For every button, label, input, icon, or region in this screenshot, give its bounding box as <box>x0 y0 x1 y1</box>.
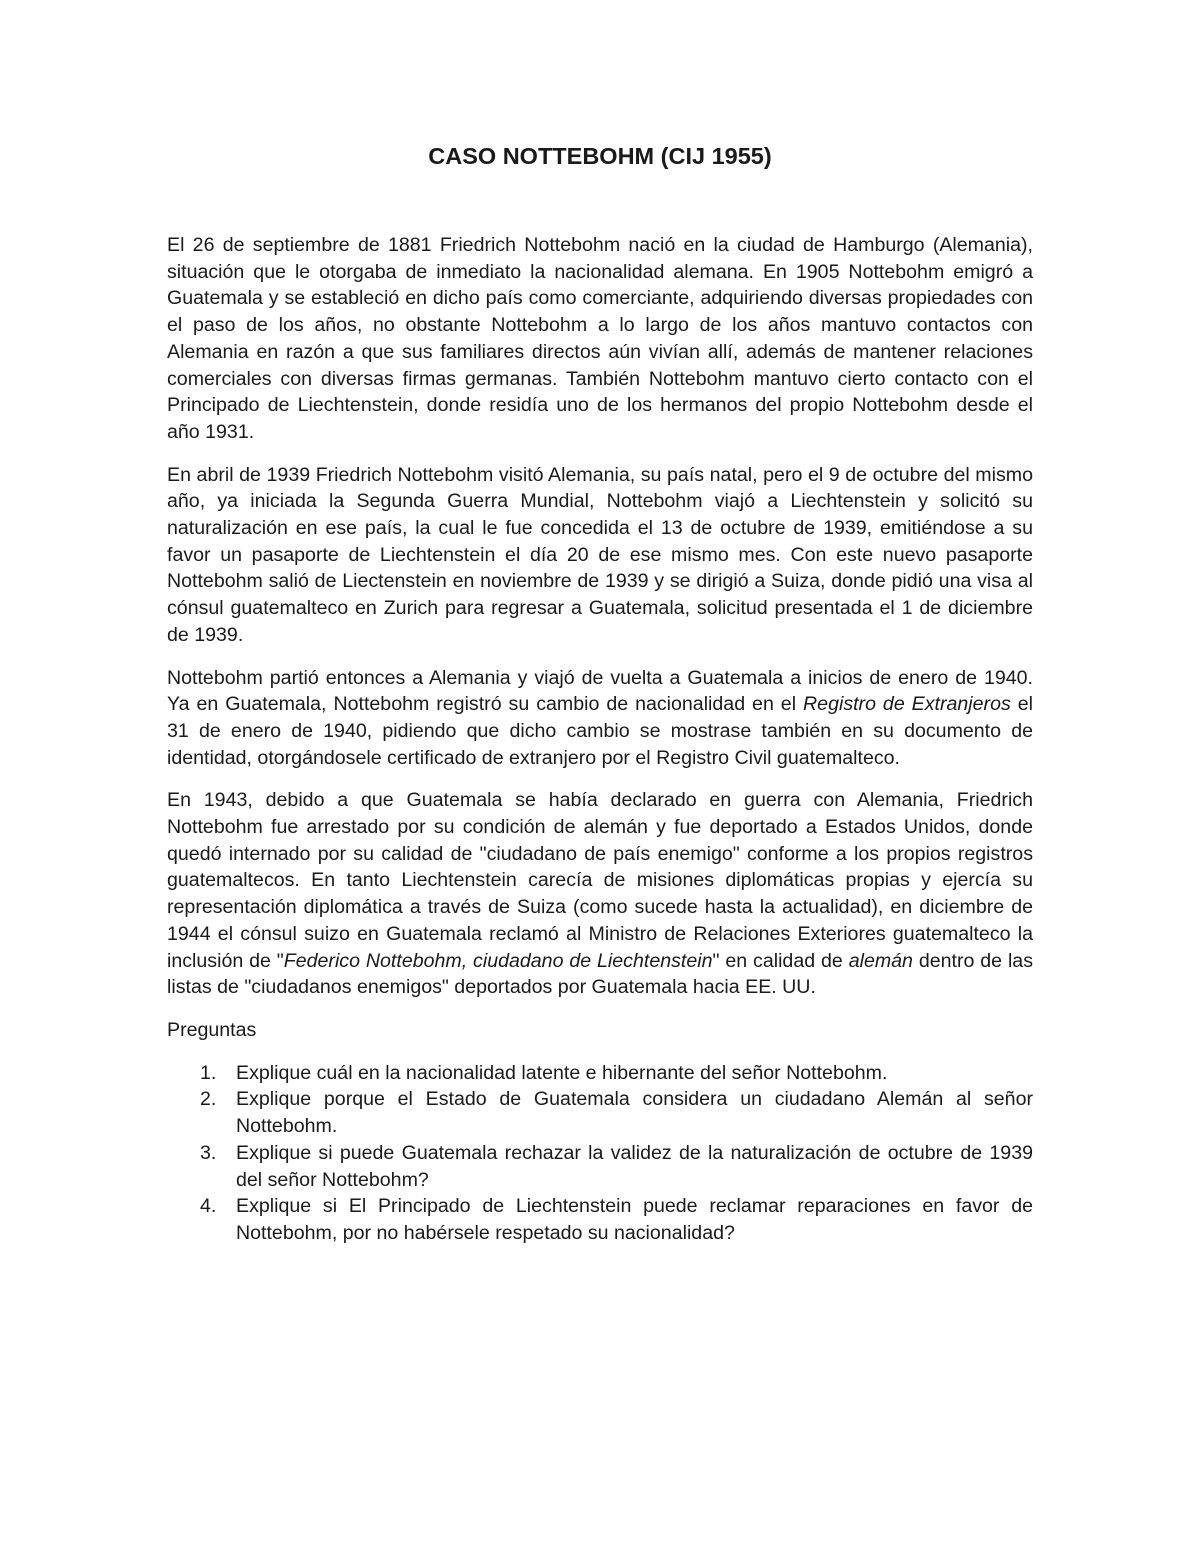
question-number: 2. <box>200 1088 217 1111</box>
italic-text: Federico Nottebohm, ciudadano de Liechtenstein <box>283 949 713 972</box>
case-paragraph <box>167 665 1033 772</box>
question-number: 1. <box>200 1061 217 1084</box>
paragraph-text: " en calidad de <box>712 949 849 972</box>
paragraph-text: En abril de 1939 Friedrich Nottebohm visitó Alemania, su país natal, pero el 9 de octubre del mismo año, ya iniciada la Segunda Guerra Mundial, Nottebohm viajó a Liechtenstein y solicitó su naturalización en ese país, la cual le fue concedida el 13 de octubre de 1939, emitiéndose a su favor un pasaporte de Liechtenstein el día 20 de ese mismo mes. Con este nuevo pasaporte Nottebohm salió de Liectenstein en noviembre de 1939 y se dirigió a Suiza, donde pidió una visa al cónsul guatemalteco en Zurich para regresar a Guatemala, solicitud presentada el 1 de diciembre de 1939. <box>167 463 1033 646</box>
question-item <box>167 1193 1033 1246</box>
question-item <box>167 1086 1033 1139</box>
case-paragraph <box>167 232 1033 446</box>
question-text: Explique si El Principado de Liechtenstein puede reclamar reparaciones en favor de Nottebohm, por no habérsele respetado su nacionalidad? <box>236 1195 1033 1244</box>
document-body <box>167 232 1033 1247</box>
paragraph-text: Nottebohm partió entonces a Alemania y viajó de vuelta a Guatemala a inicios de enero de 1940. Ya en Guatemala, Nottebohm registró su cambio de nacionalidad en el <box>167 666 1033 716</box>
questions-heading: Preguntas <box>167 1018 257 1041</box>
questions-list <box>167 1060 1033 1247</box>
case-paragraph <box>167 787 1033 1001</box>
paragraph-text: dentro de las listas de "ciudadanos enemigos" deportados por Guatemala hacia EE. UU. <box>167 949 1033 999</box>
paragraph-text: El 26 de septiembre de 1881 Friedrich Nottebohm nació en la ciudad de Hamburgo (Alemania), situación que le otorgaba de inmediato la nacionalidad alemana. En 1905 Nottebohm emigró a Guatemala y se estableció en dicho país como comerciante, adquiriendo diversas propiedades con el paso de los años, no obstante Nottebohm a lo largo de los años mantuvo contactos con Alemania en razón a que sus familiares directos aún vivían allí, además de mantener relaciones comerciales con diversas firmas germanas. También Nottebohm mantuvo cierto contacto con el Principado de Liechtenstein, donde residía uno de los hermanos del propio Nottebohm desde el año 1931. <box>167 234 1033 443</box>
italic-text: alemán <box>848 949 913 972</box>
document-title: CASO NOTTEBOHM (CIJ 1955) <box>428 143 772 169</box>
question-text: Explique porque el Estado de Guatemala considera un ciudadano Alemán al señor Nottebohm. <box>236 1088 1033 1138</box>
question-text: Explique cuál en la nacionalidad latente e hibernante del señor Nottebohm. <box>236 1061 888 1084</box>
case-paragraphs <box>167 232 1033 1001</box>
question-number: 3. <box>200 1141 217 1164</box>
question-item <box>167 1140 1033 1193</box>
italic-text: Registro de Extranjeros <box>803 693 1011 716</box>
paragraph-text: el 31 de enero de 1940, pidiendo que dicho cambio se mostrase también en su documento de identidad, otorgándosele certificado de extranjero por el Registro Civil guatemalteco. <box>167 693 1033 769</box>
paragraph-text: En 1943, debido a que Guatemala se había declarado en guerra con Alemania, Friedrich Nottebohm fue arrestado por su condición de alemán y fue deportado a Estados Unidos, donde quedó internado por su calidad de "ciudadano de país enemigo" conforme a los propios registros guatemaltecos. En tanto Liechtenstein carecía de misiones diplomáticas propias y ejercía su representación diplomática a través de Suiza (como sucede hasta la actualidad), en diciembre de 1944 el cónsul suizo en Guatemala reclamó al Ministro de Relaciones Exteriores guatemalteco la inclusión de " <box>167 789 1033 972</box>
question-item <box>167 1060 1033 1087</box>
case-paragraph <box>167 462 1033 649</box>
question-number: 4. <box>200 1195 217 1218</box>
question-text: Explique si puede Guatemala rechazar la validez de la naturalización de octubre de 1939 del señor Nottebohm? <box>236 1141 1033 1191</box>
